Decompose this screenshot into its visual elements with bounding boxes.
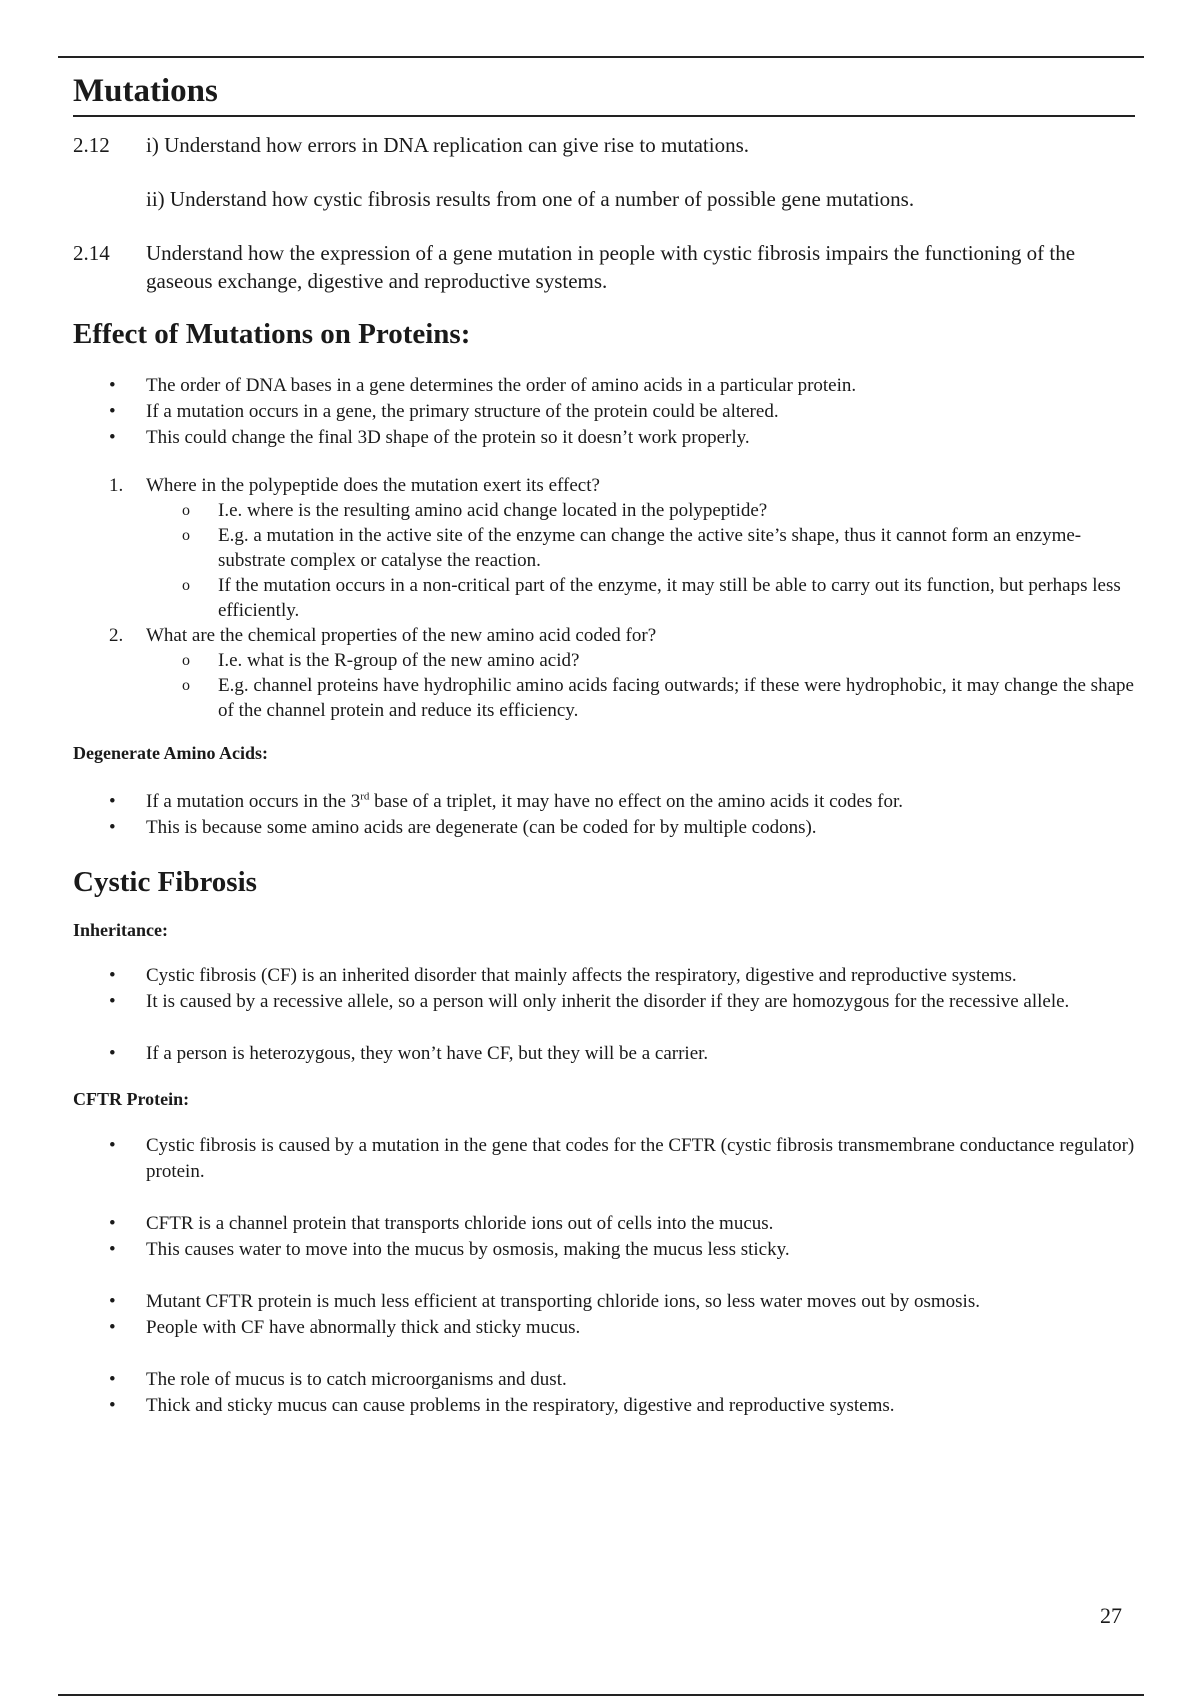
- question-sublist: [146, 498, 1135, 623]
- page-title: Mutations: [73, 72, 1135, 117]
- list-item: • The role of mucus is to catch microorganisms and dust.: [73, 1367, 1135, 1393]
- list-item: • This is because some amino acids are degenerate (can be coded for by multiple codons).: [73, 815, 1135, 841]
- question-item: [73, 473, 1135, 623]
- list-item: • If a mutation occurs in a gene, the primary structure of the protein could be altered.: [73, 399, 1135, 425]
- question-number: 1.: [109, 475, 124, 497]
- question-sublist: [146, 648, 1135, 723]
- bullet-text-end: base of a triplet, it may have no effect on the amino acids it codes for.: [369, 790, 903, 812]
- list-item: • It is caused by a recessive allele, so a person will only inherit the disorder if they are homozygous for the recessive allele.: [73, 989, 1135, 1015]
- sub-item: o If the mutation occurs in a non-critical part of the enzyme, it may still be able to carry out its function, but perhaps less efficiently.: [146, 573, 1135, 623]
- effect-questions: [73, 473, 1135, 723]
- spec-number: 2.12: [73, 132, 110, 157]
- effect-bullets: [73, 373, 1135, 451]
- cf-heading: Cystic Fibrosis: [73, 865, 257, 898]
- spec-number: 2.14: [73, 240, 110, 265]
- list-item: • Cystic fibrosis (CF) is an inherited disorder that mainly affects the respiratory, digestive and reproductive systems.: [73, 963, 1135, 989]
- list-item: • This could change the final 3D shape of the protein so it doesn’t work properly.: [73, 425, 1135, 451]
- question-number: 2.: [109, 625, 124, 647]
- spec-number: [73, 185, 146, 213]
- list-item: • Thick and sticky mucus can cause problems in the respiratory, digestive and reproductive systems.: [73, 1393, 1135, 1419]
- cftr-bullets-3: [73, 1289, 1135, 1341]
- list-item: • If a person is heterozygous, they won’t have CF, but they will be a carrier.: [73, 1041, 1135, 1067]
- spec-text: Understand how the expression of a gene mutation in people with cystic fibrosis impairs the functioning of the gaseous exchange, digestive and reproductive systems.: [146, 240, 1076, 293]
- sub-item: o E.g. channel proteins have hydrophilic amino acids facing outwards; if these were hydrophobic, it may change the shape of the channel protein and reduce its efficiency.: [146, 673, 1135, 723]
- effect-heading: Effect of Mutations on Proteins:: [73, 317, 471, 350]
- list-item: • The order of DNA bases in a gene determines the order of amino acids in a particular protein.: [73, 373, 1135, 399]
- inheritance-heading: Inheritance:: [73, 919, 168, 940]
- cftr-bullets-4: [73, 1367, 1135, 1419]
- question-item: [73, 623, 1135, 723]
- sub-item: o E.g. a mutation in the active site of the enzyme can change the active site’s shape, thus it cannot form an enzyme-substrate complex or catalyse the reaction.: [146, 523, 1135, 573]
- top-rule: [58, 56, 1144, 58]
- degenerate-bullets: [73, 789, 1135, 841]
- list-item: • Mutant CFTR protein is much less efficient at transporting chloride ions, so less water moves out by osmosis.: [73, 1289, 1135, 1315]
- ordinal-superscript: rd: [360, 790, 370, 803]
- question-text: Where in the polypeptide does the mutation exert its effect?: [146, 475, 600, 497]
- list-item: • CFTR is a channel protein that transports chloride ions out of cells into the mucus.: [73, 1211, 1135, 1237]
- cftr-bullets-1: [73, 1133, 1135, 1185]
- list-item: [73, 789, 1135, 815]
- sub-item: o I.e. where is the resulting amino acid change located in the polypeptide?: [146, 498, 1135, 523]
- sub-item: o I.e. what is the R-group of the new amino acid?: [146, 648, 1135, 673]
- spec-text: ii) Understand how cystic fibrosis results from one of a number of possible gene mutations.: [146, 186, 915, 211]
- spec-text: i) Understand how errors in DNA replication can give rise to mutations.: [146, 132, 750, 157]
- list-item: • This causes water to move into the mucus by osmosis, making the mucus less sticky.: [73, 1237, 1135, 1263]
- page-number: 27: [1100, 1603, 1122, 1628]
- question-text: What are the chemical properties of the new amino acid coded for?: [146, 625, 657, 647]
- list-item: • Cystic fibrosis is caused by a mutation in the gene that codes for the CFTR (cystic fibrosis transmembrane conductance regulator) protein.: [73, 1133, 1135, 1185]
- degenerate-heading: Degenerate Amino Acids:: [73, 743, 268, 764]
- cftr-bullets-2: [73, 1211, 1135, 1263]
- inheritance-bullets-2: [73, 1041, 1135, 1067]
- spec-2-14: [73, 239, 1135, 295]
- page-content: [73, 72, 1135, 1419]
- bullet-text-start: If a mutation occurs in the 3: [146, 790, 361, 812]
- list-item: • People with CF have abnormally thick and sticky mucus.: [73, 1315, 1135, 1341]
- spec-2-12-ii: [73, 185, 1135, 213]
- spec-2-12-i: [73, 131, 1135, 159]
- cftr-heading: CFTR Protein:: [73, 1089, 190, 1110]
- bottom-rule: [58, 1694, 1144, 1696]
- inheritance-bullets: [73, 963, 1135, 1015]
